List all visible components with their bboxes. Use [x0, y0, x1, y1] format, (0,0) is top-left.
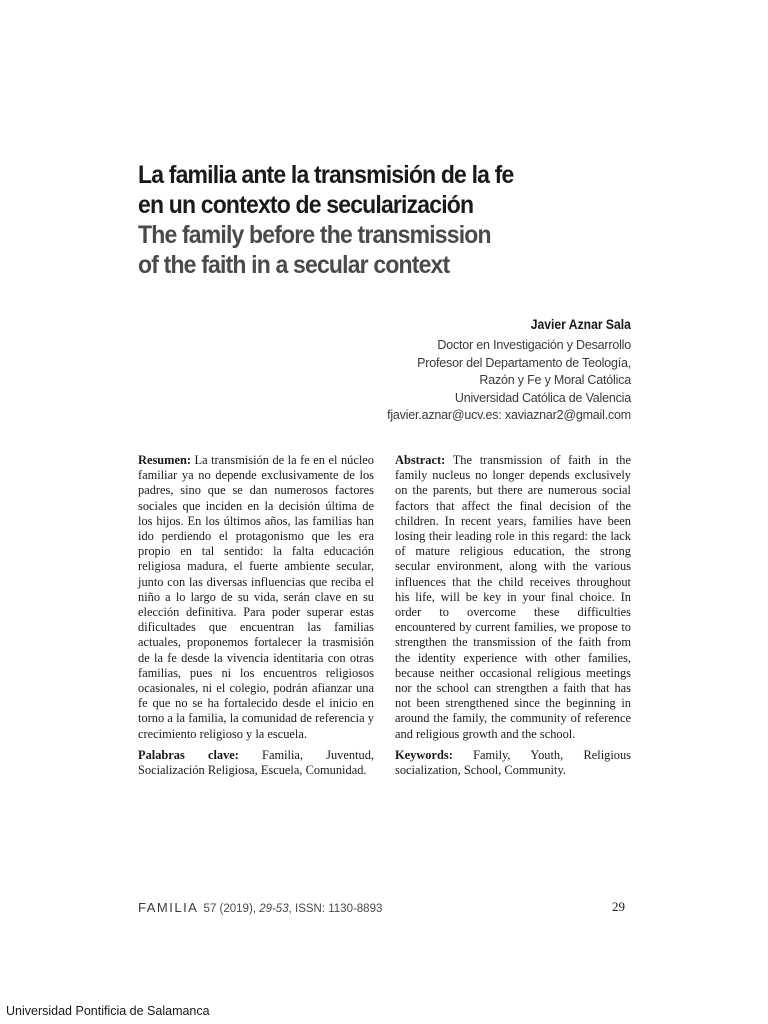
- palabras-clave-paragraph: [138, 748, 374, 778]
- affiliation-department: Razón y Fe y Moral Católica: [479, 373, 631, 387]
- watermark-text: Universidad Pontificia de Salamanca: [6, 1004, 210, 1018]
- affiliation-position: Profesor del Departamento de Teología,: [417, 355, 631, 370]
- title-english-line-2: of the faith in a secular context: [138, 251, 450, 279]
- article-title: [138, 160, 561, 280]
- resumen-column: [138, 453, 374, 784]
- affiliation-university: Universidad Católica de Valencia: [454, 390, 631, 405]
- author-block: [387, 315, 631, 425]
- resumen-paragraph: [138, 453, 374, 742]
- affiliation-degree: Doctor en Investigación y Desarrollo: [437, 338, 631, 352]
- palabras-clave-text: Familia, Juventud, Socialización Religiosa, Escuela, Comunidad.: [138, 747, 374, 778]
- resumen-text: La transmisión de la fe en el núcleo familiar ya no depende exclusivamente de los padres, sino que se dan numerosos factores sociales que inciden en la decisión última de los hijos. En los últimos años, las familias han ido perdiendo el protagonismo que les era propio en tal sentido: la falta educación religiosa madura, el fuerte ambiente secular, junto con las diversas influencias que reciba el niño a lo largo de su vida, serán clave en su elección definitiva. Para poder superar estas dificultades que encuentran las familias actuales, proponemos fortalecer la trasmisión de la fe desde la vivencia identitaria con otras familias, pues ni los encuentros religiosos ocasionales, ni el colegio, podrán afianzar una fe que no se ha fortalecido desde el inicio en torno a la familia, la comunidad de referencia y crecimiento religioso y la escuela.: [138, 453, 374, 741]
- title-spanish-line-2: en un contexto de secularización: [138, 191, 474, 219]
- page-number: 29: [612, 899, 625, 914]
- keywords-label: Keywords:: [395, 747, 453, 762]
- palabras-clave-label: Palabras clave:: [138, 747, 239, 762]
- journal-issn: , ISSN: 1130-8893: [288, 903, 383, 915]
- keywords-text: Family, Youth, Religious socialization, School, Community.: [395, 747, 631, 778]
- title-spanish-line-1: La familia ante la transmisión de la fe: [138, 161, 514, 189]
- resumen-label: Resumen:: [138, 453, 191, 467]
- journal-citation: [138, 900, 382, 915]
- abstract-text: The transmission of faith in the family nucleus no longer depends exclusively on the parents, but there are numerous social factors that affect the final decision of the children. In recent years, families have been losing their leading role in this regard: the lack of mature religious education, the strong secular environment, along with the various influences that the child receives throughout his life, will be key in your final choice. In order to overcome these difficulties encountered by current families, we propose to strengthen the transmission of the faith from the identity experience with other families, because neither occasional religious meetings nor the school can strengthen a faith that has not been strengthened since the beginning in around the family, the community of reference and religious growth and the school.: [395, 453, 631, 741]
- abstract-label: Abstract:: [395, 453, 446, 467]
- author-name: Javier Aznar Sala: [530, 317, 631, 332]
- abstract-column: [395, 453, 631, 784]
- abstract-paragraph: [395, 453, 631, 742]
- author-email[interactable]: fjavier.aznar@ucv.es: xaviaznar2@gmail.com: [387, 408, 631, 422]
- journal-volume-year: 57 (2019),: [200, 903, 260, 915]
- keywords-paragraph: [395, 748, 631, 778]
- journal-logo: FAMILIA: [138, 900, 199, 915]
- title-english-line-1: The family before the transmission: [138, 221, 491, 249]
- journal-pages: 29-53: [259, 903, 289, 915]
